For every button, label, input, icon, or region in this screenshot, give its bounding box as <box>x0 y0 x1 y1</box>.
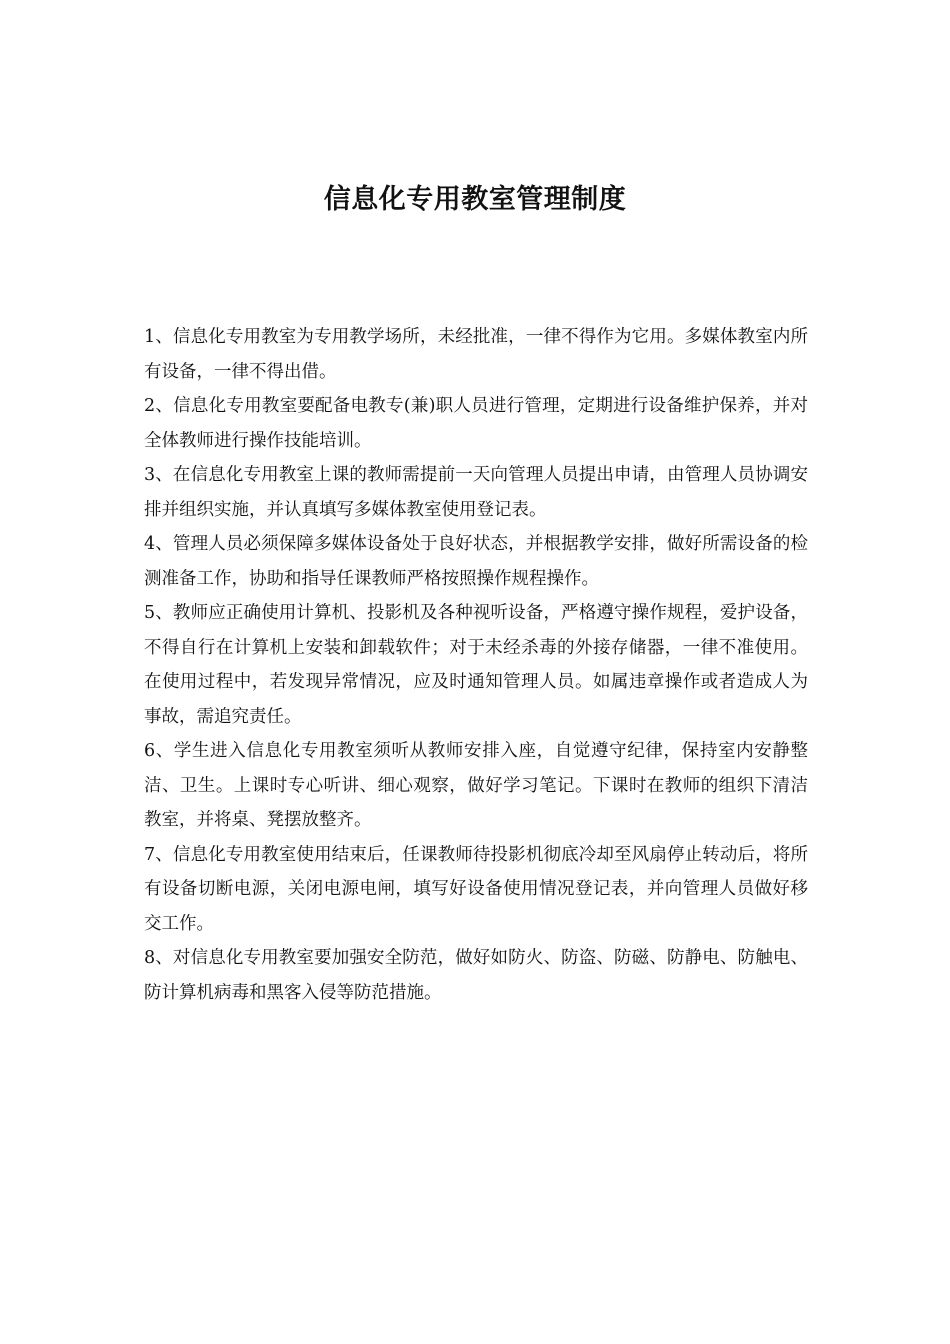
rule-4: 4、管理人员必须保障多媒体设备处于良好状态，并根据教学安排，做好所需设备的检测准备工作，协助和指导任课教师严格按照操作规程操作。 <box>144 534 808 589</box>
rules-list <box>144 320 808 1010</box>
rule-1: 1、信息化专用教室为专用教学场所，未经批准，一律不得作为它用。多媒体教室内所有设备，一律不得出借。 <box>144 327 808 382</box>
rule-5: 5、教师应正确使用计算机、投影机及各种视听设备，严格遵守操作规程，爱护设备，不得自行在计算机上安装和卸载软件；对于未经杀毒的外接存储器，一律不准使用。在使用过程中，若发现异常情况，应及时通知管理人员。如属违章操作或者造成人为事故，需追究责任。 <box>144 603 808 727</box>
rule-3: 3、在信息化专用教室上课的教师需提前一天向管理人员提出申请，由管理人员协调安排并组织实施，并认真填写多媒体教室使用登记表。 <box>144 465 808 520</box>
rule-8: 8、对信息化专用教室要加强安全防范，做好如防火、防盗、防磁、防静电、防触电、防计算机病毒和黑客入侵等防范措施。 <box>144 948 808 1003</box>
rule-7: 7、信息化专用教室使用结束后，任课教师待投影机彻底冷却至风扇停止转动后，将所有设备切断电源，关闭电源电闸，填写好设备使用情况登记表，并向管理人员做好移交工作。 <box>144 844 808 934</box>
rule-2: 2、信息化专用教室要配备电教专(兼)职人员进行管理，定期进行设备维护保养，并对全体教师进行操作技能培训。 <box>144 396 808 451</box>
rule-6: 6、学生进入信息化专用教室须听从教师安排入座，自觉遵守纪律，保持室内安静整洁、卫生。上课时专心听讲、细心观察，做好学习笔记。下课时在教师的组织下清洁教室，并将桌、凳摆放整齐。 <box>144 741 808 830</box>
page-title: 信息化专用教室管理制度 <box>323 184 627 215</box>
